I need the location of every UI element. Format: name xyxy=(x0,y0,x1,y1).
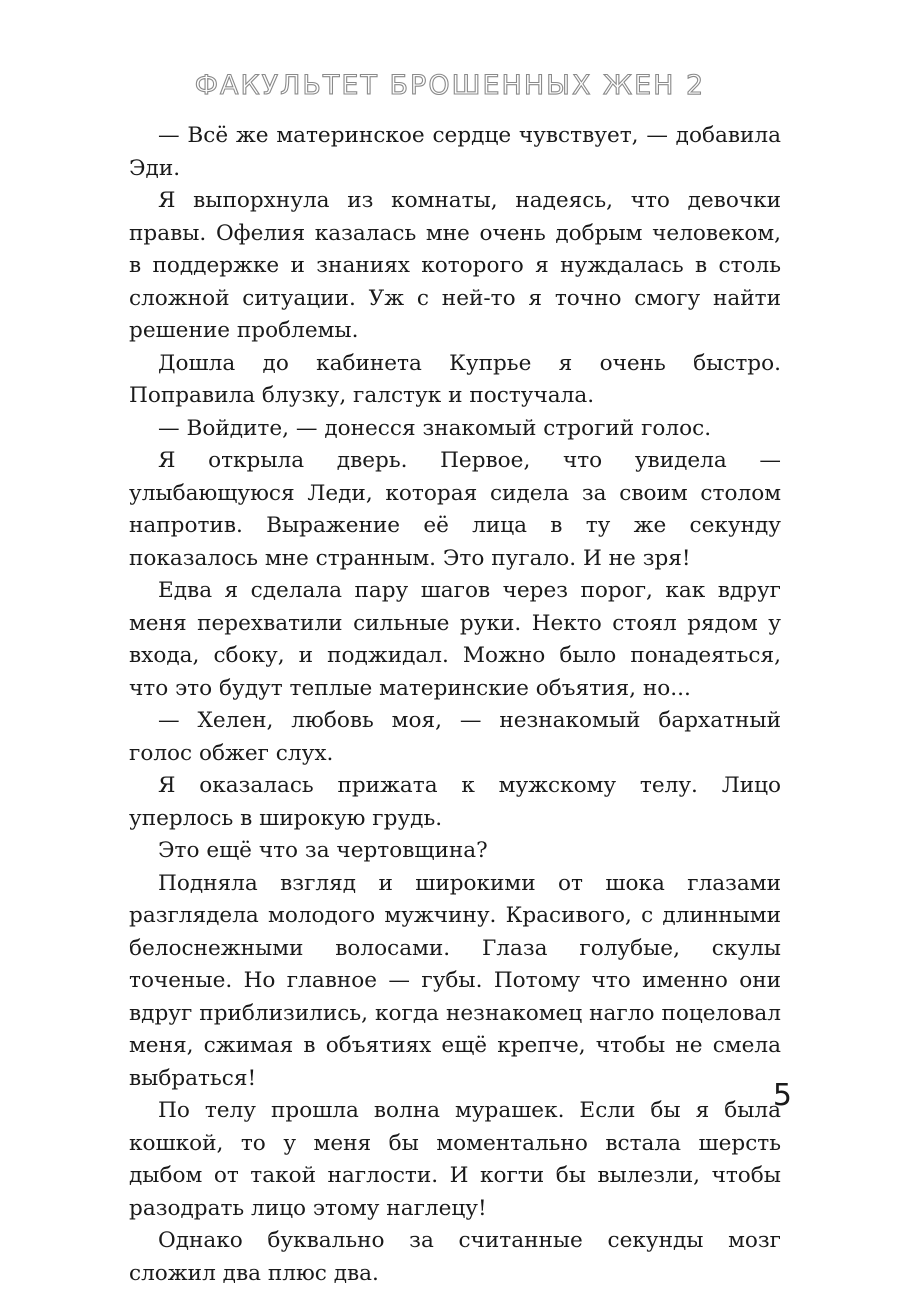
paragraph: Я выпорхнула из комнаты, надеясь, что девочки правы. Офелия казалась мне очень добрым человеком, в поддержке и знаниях которого я нуждалась в столь сложной ситуации. Уж с ней-то я точно смогу найти решение проблемы. xyxy=(129,188,781,343)
paragraph: Подняла взгляд и широкими от шока глазами разглядела молодого мужчину. Красивого, с длинными белоснежными волосами. Глаза голубые, скулы точеные. Но главное — губы. Потому что именно они вдруг приблизились, когда незнакомец нагло поцеловал меня, сжимая в объятиях ещё крепче, чтобы не смела выбраться! xyxy=(129,870,781,1091)
paragraph: Едва я сделала пару шагов через порог, как вдруг меня перехватили сильные руки. Некто стоял рядом у входа, сбоку, и поджидал. Можно было понадеяться, что это будут теплые материнские объятия, но... xyxy=(129,578,781,701)
paragraph: По телу прошла волна мурашек. Если бы я была кошкой, то у меня бы моментально встала шерсть дыбом от такой наглости. И когти бы вылезли, чтобы разодрать лицо этому наглецу! xyxy=(129,1098,781,1221)
paragraph: Я открыла дверь. Первое, что увидела — улыбающуюся Леди, которая сидела за своим столом напротив. Выражение её лица в ту же секунду показалось мне странным. Это пугало. И не зря! xyxy=(129,448,781,571)
paragraph: — Хелен, любовь моя, — незнакомый бархатный голос обжег слух. xyxy=(129,708,781,766)
body-text xyxy=(129,120,781,1290)
paragraph: — Войдите, — донесся знакомый строгий голос. xyxy=(158,415,712,441)
page-number: 5 xyxy=(772,1078,792,1113)
running-head-title: ФАКУЛЬТЕТ БРОШЕННЫХ ЖЕН 2 xyxy=(194,70,706,101)
paragraph: — Всё же материнское сердце чувствует, — добавила Эди. xyxy=(129,123,781,181)
paragraph: Я оказалась прижата к мужскому телу. Лицо уперлось в широкую грудь. xyxy=(129,773,781,831)
paragraph: Однако буквально за считанные секунды мозг сложил два плюс два. xyxy=(129,1228,781,1286)
paragraph: Дошла до кабинета Купрье я очень быстро. Поправила блузку, галстук и постучала. xyxy=(129,350,781,408)
paragraph: Это ещё что за чертовщина? xyxy=(158,838,488,863)
